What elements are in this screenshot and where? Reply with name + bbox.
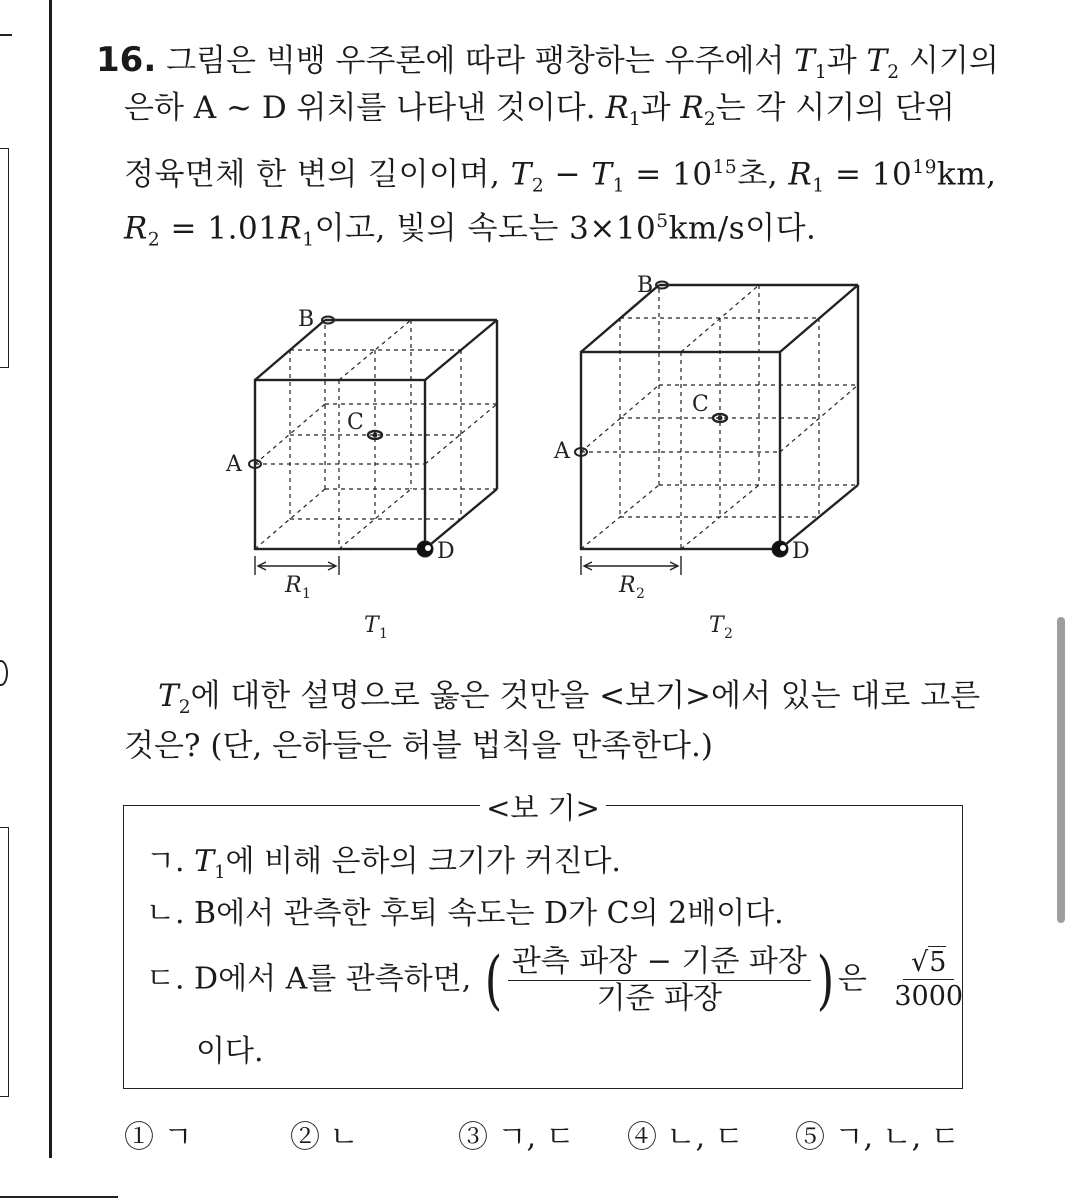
- question-number: 16.: [96, 40, 157, 80]
- redshift-fraction: ( $\frac{\text{관측 파장 − 기준 파장}}{\text{기준 파장}}$ ): [484, 943, 835, 1018]
- label-t1-sub: 1: [379, 626, 388, 642]
- cube-t2: [575, 282, 858, 576]
- label-a-t2: A: [554, 439, 570, 464]
- fraction-numerator: 관측 파장 − 기준 파장: [508, 944, 811, 981]
- label-r2-sub: 2: [636, 586, 645, 602]
- bogi-item-3: ㄷ. D에서 A를 관측하면, ( $\frac{\text{관측 파장 − 기준 파장}}{\text{기준 파장}}$ ) 은 $\frac{√5}{3000}$: [146, 943, 964, 1018]
- label-t2-sub: 2: [724, 626, 733, 642]
- sqrt-icon: √: [911, 947, 929, 978]
- label-t2: T: [709, 613, 724, 638]
- label-r2: R: [619, 573, 636, 598]
- choice-5[interactable]: ⑤ ㄱ, ㄴ, ㄷ: [795, 1120, 960, 1155]
- label-d-t2: D: [792, 539, 810, 564]
- label-a-t1: A: [226, 452, 242, 477]
- galaxy-d-t1-swirl: [425, 545, 431, 551]
- choice-4[interactable]: ④ ㄴ, ㄷ: [627, 1120, 744, 1155]
- prompt-line-1: $T_2$에 대한 설명으로 옳은 것만을 <보기>에서 있는 대로 고른: [158, 678, 981, 719]
- bogi-title: <보 기>: [124, 786, 962, 827]
- galaxy-d-t2-swirl: [780, 545, 786, 551]
- prompt-line-2: 것은? (단, 은하들은 허블 법칙을 만족한다.): [124, 728, 713, 764]
- vertical-scrollbar[interactable]: [1057, 617, 1065, 923]
- cube-t1-labels: [225, 307, 455, 642]
- left-page-mark-fragment: [0, 660, 8, 686]
- question-line-2: 은하 A ~ D 위치를 나타낸 것이다. $R_1$과 $R_2$는 각 시기의 단위: [124, 90, 955, 131]
- cube-t1: [249, 317, 497, 576]
- label-d-t1: D: [437, 539, 455, 564]
- choice-1[interactable]: ① ㄱ: [124, 1120, 193, 1155]
- left-page-bottom-rule: [0, 1196, 118, 1198]
- label-r1: R: [285, 573, 302, 598]
- question-line-1: 16. 그림은 빅뱅 우주론에 따라 팽창하는 우주에서 $T_1$과 $T_2$ 시기의: [96, 40, 999, 84]
- fraction-denominator: 기준 파장: [596, 981, 723, 1016]
- label-t1: T: [364, 613, 379, 638]
- bogi-item-3-end: 이다.: [196, 1034, 264, 1069]
- answer-fraction: $\frac{√5}{3000}$: [894, 947, 964, 1012]
- choice-3[interactable]: ③ ㄱ, ㄷ: [458, 1120, 575, 1155]
- question-line-4: $R_2 = 1.01R_1$이고, 빛의 속도는 $3\times 10^5km/s$이다.: [124, 210, 817, 251]
- label-b-t2: B: [637, 273, 654, 298]
- label-c-t2: C: [692, 392, 709, 417]
- label-b-t1: B: [298, 307, 315, 332]
- bogi-item-2: ㄴ. B에서 관측한 후퇴 속도는 D가 C의 2배이다.: [146, 896, 784, 931]
- choice-2[interactable]: ② ㄴ: [290, 1120, 359, 1155]
- question-line-3: 정육면체 한 변의 길이이며, $T_2 - T_1 = 10^{15}$초, $R_1 = 10^{19}km$,: [124, 156, 997, 197]
- galaxy-c-t2-core: [718, 416, 722, 420]
- bogi-box: [123, 791, 964, 1089]
- label-r1-sub: 1: [302, 586, 311, 602]
- bogi-item-1: ㄱ. $T_1$에 비해 은하의 크기가 커진다.: [146, 844, 621, 883]
- label-c-t1: C: [347, 410, 364, 435]
- left-page-box-fragment: [0, 827, 9, 1097]
- galaxy-c-t1-core: [373, 433, 377, 437]
